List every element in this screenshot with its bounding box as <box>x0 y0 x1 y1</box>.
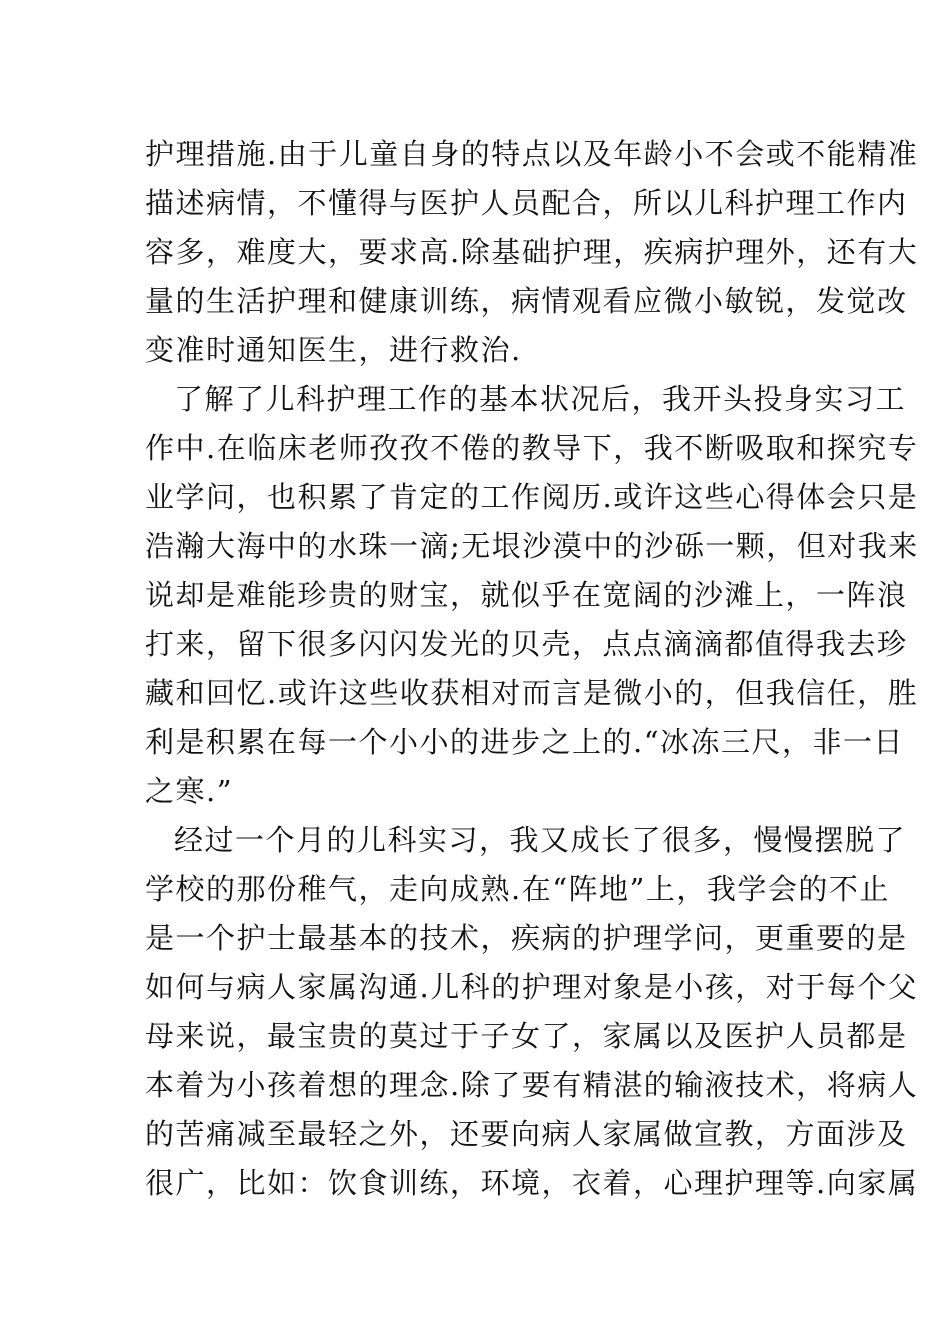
text-line: 之寒.” <box>145 774 234 808</box>
text-line: 容多，难度大，要求高.除基础护理，疾病护理外，还有大 <box>145 235 919 269</box>
text-line: 浩瀚大海中的水珠一滴;无垠沙漠中的沙砾一颗，但对我来 <box>145 529 919 563</box>
text-line: 如何与病人家属沟通.儿科的护理对象是小孩，对于每个父 <box>145 970 919 1004</box>
text-line: 变准时通知医生，进行救治. <box>145 333 522 367</box>
text-line: 利是积累在每一个小小的进步之上的.“冰冻三尺，非一日 <box>145 725 905 759</box>
text-line: 很广，比如：饮食训练，环境，衣着，心理护理等.向家属 <box>145 1166 919 1200</box>
paragraph-2 <box>145 375 919 816</box>
text-line: 作中.在临床老师孜孜不倦的教导下，我不断吸取和探究专 <box>145 431 919 465</box>
text-line: 打来，留下很多闪闪发光的贝壳，点点滴滴都值得我去珍 <box>145 627 908 661</box>
text-line: 母来说，最宝贵的莫过于子女了，家属以及医护人员都是 <box>145 1019 908 1053</box>
text-line: 描述病情，不懂得与医护人员配合，所以儿科护理工作内 <box>145 186 908 220</box>
text-line: 说却是难能珍贵的财宝，就似乎在宽阔的沙滩上，一阵浪 <box>145 578 908 612</box>
text-line: 经过一个月的儿科实习，我又成长了很多，慢慢摆脱了 <box>174 823 907 857</box>
text-line: 藏和回忆.或许这些收获相对而言是微小的，但我信任，胜 <box>145 676 919 710</box>
body-text <box>145 130 919 1208</box>
text-line: 的苦痛减至最轻之外，还要向病人家属做宣教，方面涉及 <box>145 1117 908 1151</box>
text-line: 学校的那份稚气，走向成熟.在“阵地”上，我学会的不止 <box>145 872 890 906</box>
text-line: 业学问，也积累了肯定的工作阅历.或许这些心得体会只是 <box>145 480 919 514</box>
paragraph-3 <box>145 816 919 1208</box>
text-line: 护理措施.由于儿童自身的特点以及年龄小不会或不能精准 <box>145 137 919 171</box>
text-line: 是一个护士最基本的技术，疾病的护理学问，更重要的是 <box>145 921 908 955</box>
text-line: 了解了儿科护理工作的基本状况后，我开头投身实习工 <box>174 382 907 416</box>
text-line: 量的生活护理和健康训练，病情观看应微小敏锐，发觉改 <box>145 284 908 318</box>
paragraph-1 <box>145 130 919 375</box>
text-line: 本着为小孩着想的理念.除了要有精湛的输液技术，将病人 <box>145 1068 919 1102</box>
